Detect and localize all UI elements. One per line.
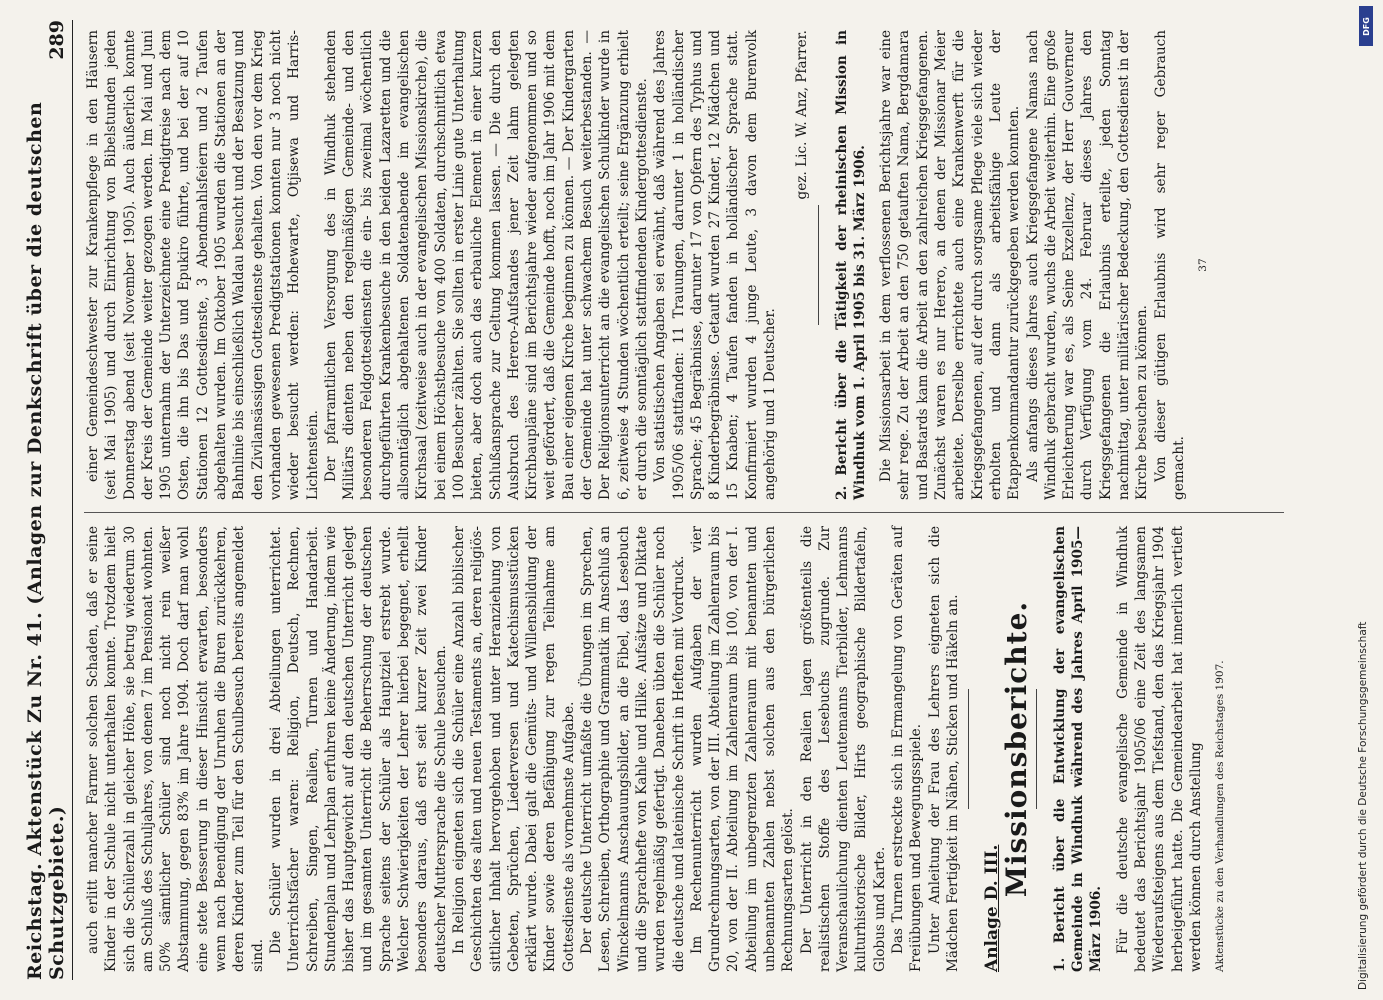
paragraph: Von statistischen Angaben sei erwähnt, daß während des Jahres 1905/06 stattfanden: 11 Trauungen, darunter 1 in holländischer Sprache; 45 Begräbnisse, darunter 17 von Opfern des Typhus und 8 Kinderbegräbnisse. Getauft wurden 27 Kinder, 12 Mädchen und 15 Knaben; 4 Taufen fanden in holländischer Sprache statt. Konfirmiert wurden 4 junge Leute, 3 davon dem Burenvolk angehörig und 1 Deutscher. bbox=[652, 30, 778, 500]
credit-text: Digitalisierung gefördert durch die Deutsche Forschungsgemeinschaft bbox=[1357, 621, 1369, 990]
paragraph: Der Unterricht in den Realien lagen größtenteils die realistischen Stoffe des Lesebuchs zugrunde. Zur Veranschaulichung dienten Leutemanns Tierbilder, Lehmanns kulturhistorische Bilder, Hirts geographische Bildertafeln, Globus und Karte. bbox=[798, 526, 888, 972]
separator-rule bbox=[1036, 689, 1037, 809]
right-column bbox=[84, 30, 1304, 500]
digitization-credit bbox=[1357, 10, 1377, 990]
paragraph: Die Missionsarbeit in dem verflossenen Berichtsjahre war eine sehr rege. Zu der Arbeit an den 750 getauften Nama, Bergdamara und Bastards kam die Arbeit an den zahlreichen Kriegsgefangenen. Zunächst waren es nur Herero, an denen der Missionar Meier arbeitete. Derselbe errichtete auch eine Krankenwerft für die Kriegsgefangenen, auf der durch sorgsame Pflege viele sich wieder erholten und dann als arbeitsfähige Leute der Etappenkommandantur zurückgegeben werden konnten. bbox=[878, 30, 1023, 500]
paragraph: Die Schüler wurden in drei Abteilungen unterrichtet. Unterrichtsfächer waren: Religion, Deutsch, Rechnen, Schreiben, Singen, Realien, Turnen und Handarbeit. Stundenplan und Lehrplan erfuhren keine Änderung, indem wie bisher das Hauptgewicht auf den deutschen Unterricht gelegt und im gesamten Unterricht die Beherrschung der deutschen Sprache seitens der Schüler als Hauptziel erstrebt wurde. Welcher Schwierigkeiten der Lehrer hierbei begegnet, erhellt besonders daraus, daß erst seit kurzer Zeit zwei Kinder deutscher Muttersprache die Schule besuchen. bbox=[267, 526, 449, 972]
column-divider bbox=[84, 512, 1284, 513]
paragraph: auch erlitt mancher Farmer solchen Schaden, daß er seine Kinder in der Schule nicht unterhalten konnte. Trotzdem hielt sich die Schülerzahl in gleicher Höhe, sie betrug wiederum 30 am Schluß des Schuljahres, von denen 7 im Pensionat wohnten. 50% sämtlicher Schüler sind noch nicht rein weißer Abstammung, gegen 83% im Jahre 1904. Doch darf man wohl eine stete Besserung in dieser Hinsicht erwarten, besonders wenn nach Beendigung der Unruhen die Buren zurückkehren, deren Kinder zum Teil für den Schulbesuch bereits angemeldet sind. bbox=[85, 526, 266, 972]
dfg-logo bbox=[1359, 6, 1373, 46]
paragraph: einer Gemeindeschwester zur Krankenpflege in den Häusern (seit Mai 1905) und durch Einrichtung von Bibelstunden jeden Donnerstag abend (seit November 1905). Auch äußerlich konnte der Kreis der Gemeinde weiter gezogen werden. Im Mai und Juni 1905 unternahm der Unterzeichnete eine Predigtreise nach dem Osten, die ihn bis Das und Epukiro führte, und bei der auf 10 Stationen 12 Gottesdienste, 3 Abendmahlsfeiern und 2 Taufen abgehalten wurden. Im Oktober 1905 wurden die Stationen an der Bahnlinie bis einschließlich Waldau besucht und der Besatzung und den Zivilansässigen Gottesdienste gehalten. Von den vor dem Krieg vorhanden gewesenen Predigtstationen konnten nur 3 noch nicht wieder besucht werden: Hohewarte, Otjisewa und Harris-Lichtenstein. bbox=[85, 30, 321, 500]
paragraph: Für die deutsche evangelische Gemeinde in Windhuk bedeutet das Berichtsjahr 1905/06 eine Zeit des langsamen Wiederaufsteigens aus dem Tiefstand, den das Kriegsjahr 1904 herbeigeführt hatte. Die Gemeindearbeit hat innerlich vertieft werden können durch Anstellung bbox=[1114, 526, 1204, 972]
folio-mark: 37 bbox=[1197, 258, 1210, 272]
dfg-logo-text: DFG bbox=[1361, 16, 1371, 36]
header-title: Reichstag. Aktenstück Zu Nr. 41. (Anlagen zur Denkschrift über die deutschen Schutzgebiete.) bbox=[24, 101, 68, 980]
section-title: Missionsberichte. bbox=[999, 600, 1033, 898]
report-heading: 2. Bericht über die Tätigkeit der rheinischen Mission in Windhuk vom 1. April 1905 bis 31. März 1906. bbox=[833, 30, 868, 500]
separator-rule bbox=[818, 205, 819, 325]
paragraph: Der deutsche Unterricht umfaßte die Übungen im Sprechen, Lesen, Schreiben, Orthographie und Grammatik im Anschluß an Winckelmanns Anschauungsbilder, an die Fibel, das Lesebuch und die Sprachhefte von Kahle und Hilke. Aufsätze und Diktate wurden regelmäßig gefertigt. Daneben übten die Schüler noch die deutsche und lateinische Schrift in Heften mit Vordruck. bbox=[579, 526, 687, 972]
paragraph: Als anfangs dieses Jahres auch Kriegsgefangene Namas nach Windhuk gebracht wurden, wuchs die Arbeit weiterhin. Eine große Erleichterung war es, als Seine Exzellenz, der Herr Gouverneur durch Verfügung vom 24. Februar dieses Jahres den Kriegsgefangenen die Erlaubnis erteilte, jeden Sonntag nachmittag, unter militärischer Bedeckung, den Gottesdienst in der Kirche besuchen zu können. bbox=[1024, 30, 1151, 500]
paragraph: In Religion eigneten sich die Schüler eine Anzahl biblischer Geschichten des alten und neuen Testaments an, deren religiös-sittlicher Inhalt hervorgehoben und unter Heranziehung von Gebeten, Sprüchen, Liederversen und Katechismusstücken erklärt wurde. Dabei galt die Gemüts- und Willensbildung der Kinder sowie deren Befähigung zur regen Teilnahme am Gottesdienste als vornehmste Aufgabe. bbox=[450, 526, 577, 972]
paragraph: Von dieser gütigen Erlaubnis wird sehr reger Gebrauch gemacht. bbox=[1152, 30, 1187, 500]
paragraph: Im Rechenunterricht wurden Aufgaben der vier Grundrechnungsarten, von der III. Abteilung im Zahlenraum bis 20, von der II. Abteilung im Zahlenraum bis 100, von der I. Abteilung im unbegrenzten Zahlenraum mit benannten und unbenannten Zahlen nebst solchen aus den bürgerlichen Rechnungsarten gelöst. bbox=[688, 526, 797, 972]
paragraph: Unter Anleitung der Frau des Lehrers eigneten sich die Mädchen Fertigkeit im Nähen, Sticken und Häkeln an. bbox=[926, 526, 961, 972]
paragraph: Das Turnen erstreckte sich in Ermangelung von Geräten auf Freiübungen und Bewegungsspiele. bbox=[890, 526, 925, 972]
footnote: Aktenstücke zu den Verhandlungen des Reichstages 1907. bbox=[1214, 660, 1227, 972]
signature: gez. Lic. W. Anz, Pfarrer. bbox=[794, 30, 811, 200]
report-heading: 1. Bericht über die Entwicklung der evangelischen Gemeinde in Windhuk während des Jahres April 1905—März 1906. bbox=[1051, 526, 1105, 972]
separator-rule bbox=[968, 689, 969, 809]
paragraph: Der pfarramtlichen Versorgung des in Windhuk stehenden Militärs dienten neben den regelmäßigen Gemeinde- und den besonderen Feldgottesdiensten die ein- bis zweimal wöchentlich durchgeführten Krankenbesuche in den beiden Lazaretten und die allsonntäglich abgehaltenen Soldatenabende im evangelischen Kirchsaal (zeitweise auch in der evangelischen Missionskirche), die bei einem Höchstbesuche von 400 Soldaten, durchschnittlich etwa 100 Besucher zählten. Sie sollten in erster Linie gute Unterhaltung bieten, aber doch auch das erbauliche Element in einer kurzen Schlußansprache zur Geltung kommen lassen. — Die durch den Ausbruch des Herero-Aufstandes jener Zeit lahm gelegten Kirchbaupläne sind im Berichtsjahre wieder aufgenommen und so weit gefördert, daß die Gemeinde hofft, noch im Jahr 1906 mit dem Bau einer eigenen Kirche beginnen zu können. — Der Kindergarten der Gemeinde hat unter schwachem Besuch weiterbestanden. — Der Religionsunterricht an die evangelischen Schulkinder wurde in 6, zeitweise 4 Stunden wöchentlich erteilt; seine Ergänzung erhielt er durch die sonntäglich stattfindenden Kindergottesdienste. bbox=[322, 30, 650, 500]
page-header bbox=[24, 20, 73, 980]
page-number: 289 bbox=[46, 20, 68, 60]
anlage-heading: Anlage D. III. bbox=[982, 844, 1003, 972]
left-column bbox=[84, 526, 1304, 972]
